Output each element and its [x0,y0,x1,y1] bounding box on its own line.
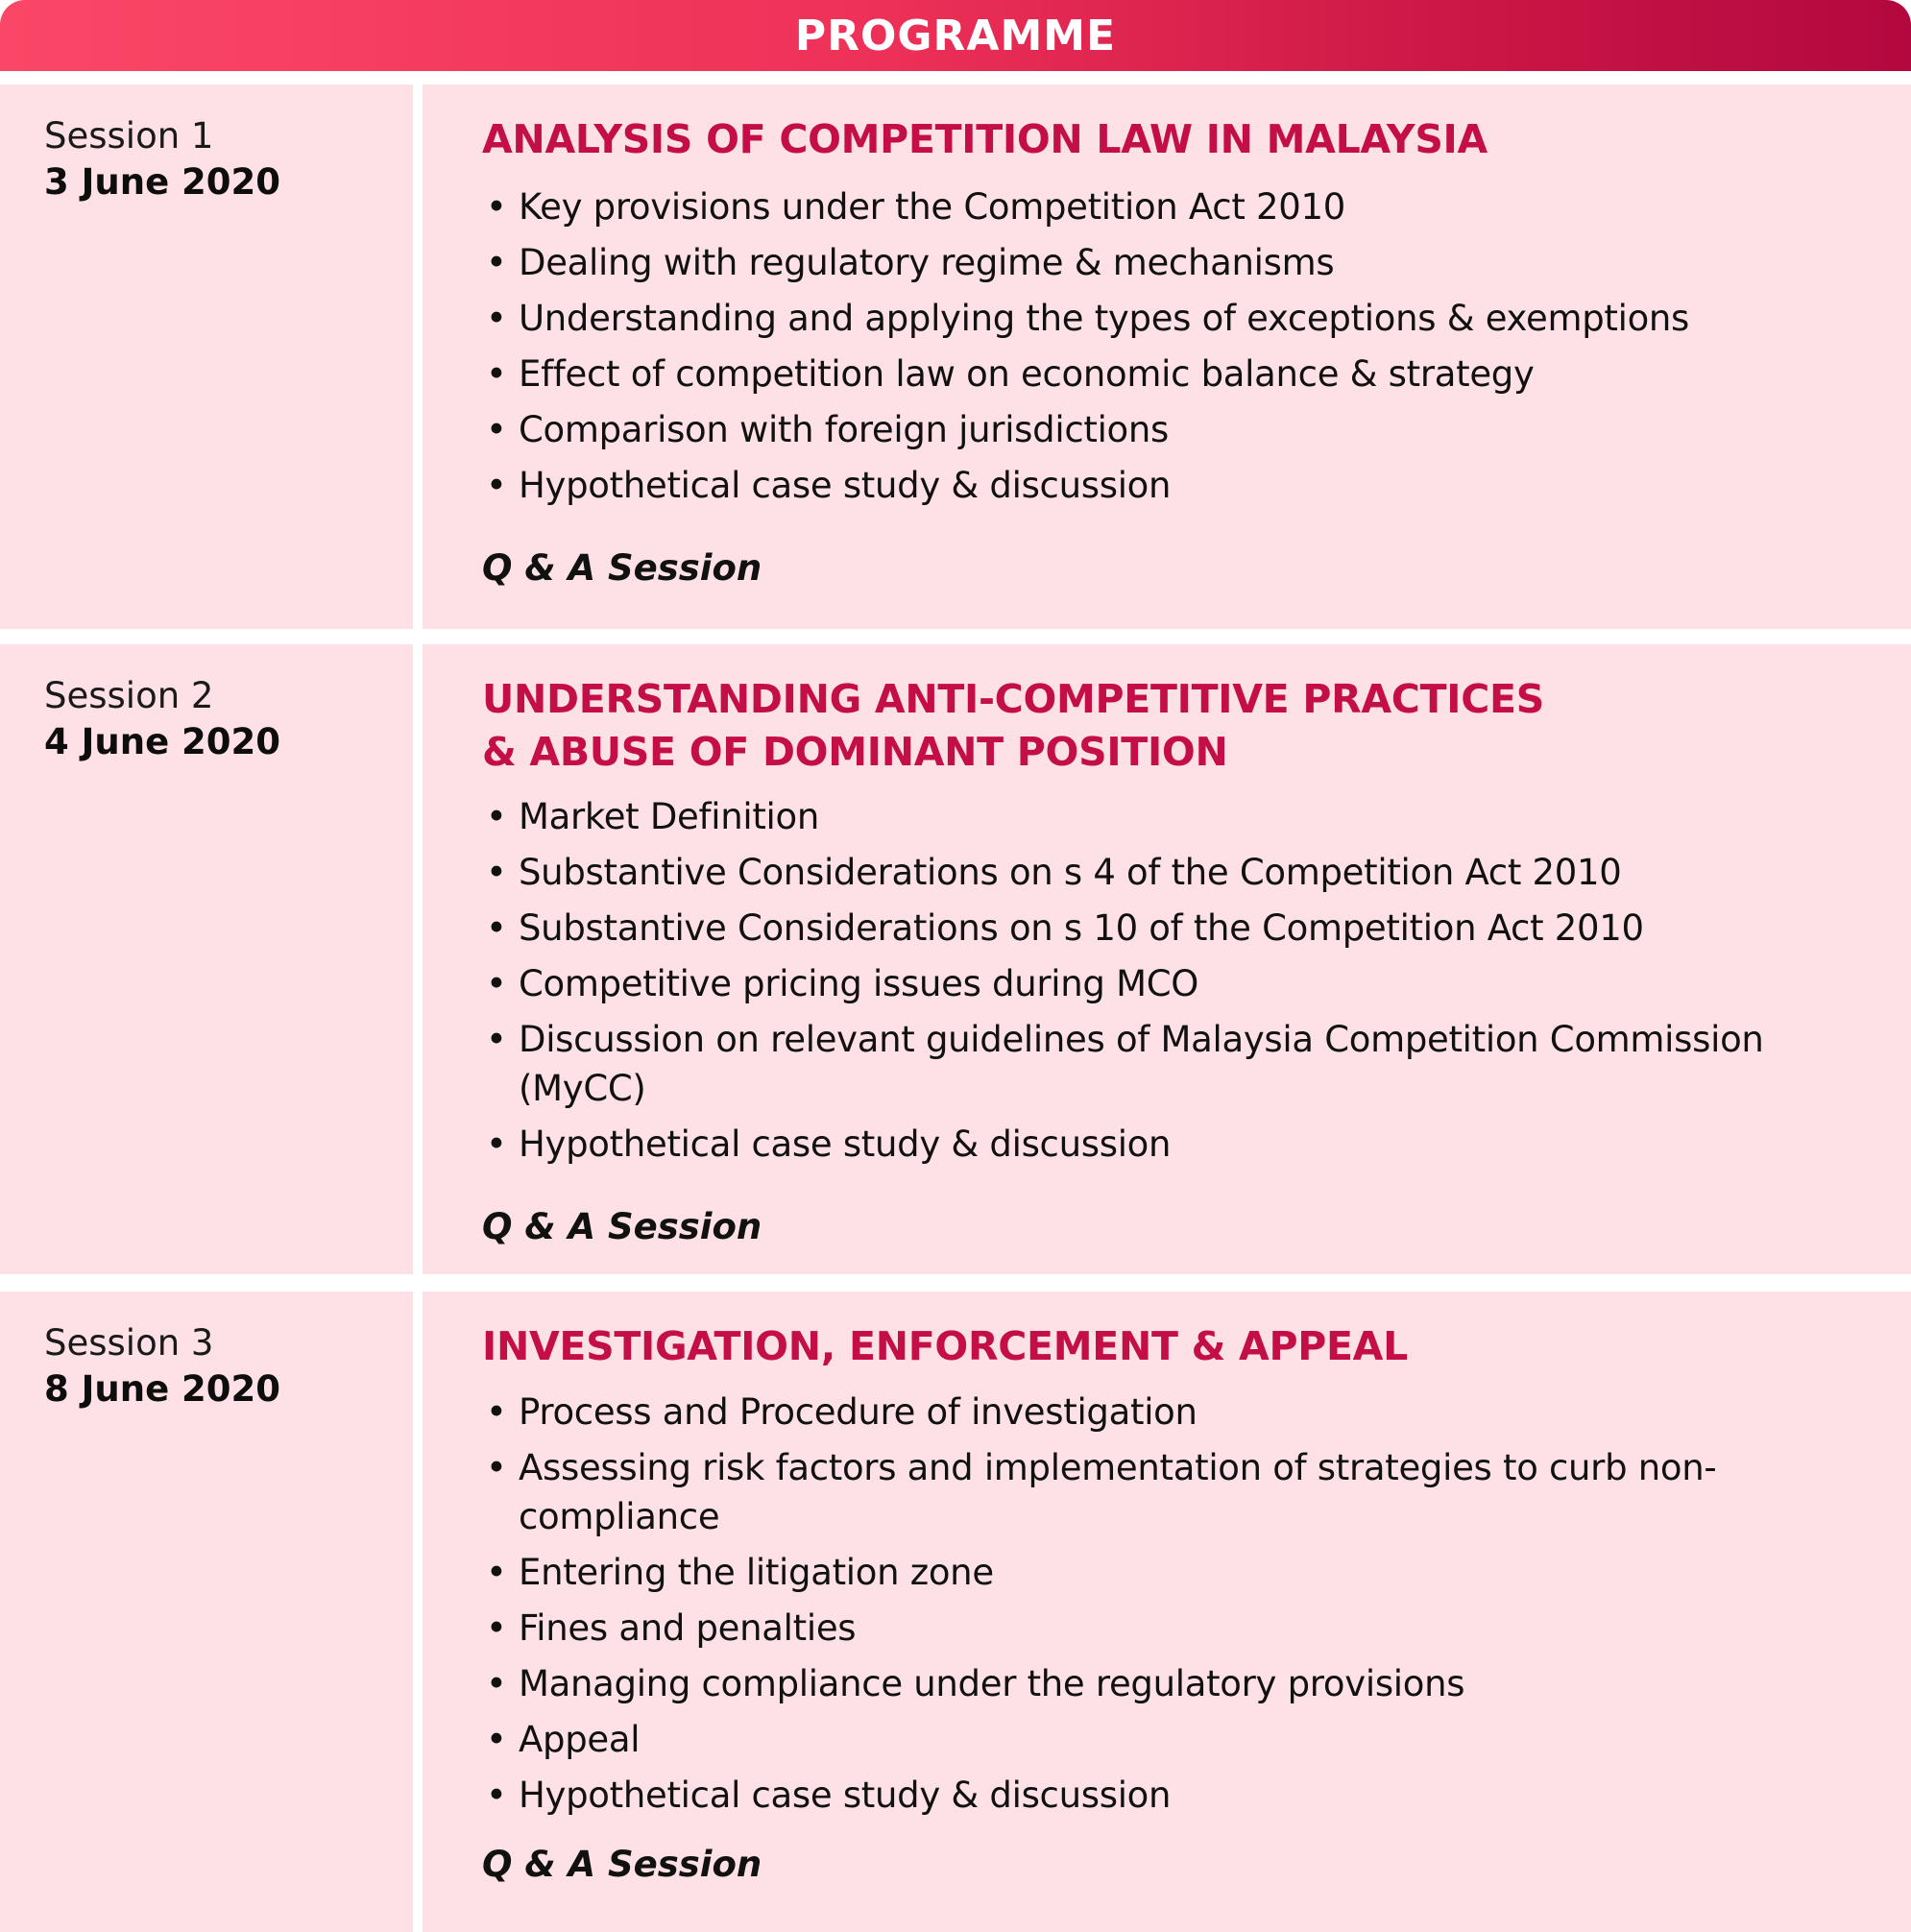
bullet-icon: • [486,796,507,837]
bullet-text: Hypothetical case study & discussion [519,1123,1172,1165]
session-info-cell [0,85,413,629]
session-date: 3 June 2020 [44,161,281,203]
bullet-icon: • [486,353,507,395]
topic-title-line: ANALYSIS OF COMPETITION LAW IN MALAYSIA [482,116,1488,162]
session-date: 8 June 2020 [44,1368,281,1410]
list-item [482,1443,1884,1541]
session-label: Session 3 [44,1322,214,1364]
qa-session-label: Q & A Session [482,1844,762,1885]
bullet-text: Appeal [519,1719,641,1760]
session-content-cell [423,85,1911,629]
bullet-text: Key provisions under the Competition Act 2010 [519,186,1345,228]
bullet-icon: • [486,1607,507,1649]
bullet-text: Substantive Considerations on s 4 of the Competition Act 2010 [519,852,1622,893]
bullet-text: Comparison with foreign jurisdictions [519,409,1170,450]
bullet-text: Effect of competition law on economic balance & strategy [519,353,1535,395]
bullet-icon: • [486,1552,507,1593]
bullet-text: Assessing risk factors and implementation of strategies to curb non-compliance [519,1447,1717,1537]
list-item [482,1388,1884,1437]
session-info-cell [0,644,413,1274]
list-item [482,959,1884,1008]
session-content-cell [423,1292,1911,1932]
topic-title-line: INVESTIGATION, ENFORCEMENT & APPEAL [482,1323,1408,1369]
bullet-text: Entering the litigation zone [519,1552,994,1593]
session-label: Session 1 [44,115,214,157]
bullet-icon: • [486,907,507,949]
bullet-icon: • [486,1775,507,1816]
list-item [482,461,1884,510]
topic-bullet-list [482,792,1884,1175]
list-item [482,405,1884,454]
bullet-text: Hypothetical case study & discussion [519,465,1172,506]
session-label: Session 2 [44,675,214,716]
bullet-text: Substantive Considerations on s 10 of the Competition Act 2010 [519,907,1644,949]
list-item [482,350,1884,398]
programme-title: PROGRAMME [794,11,1117,60]
session-topic-title [482,113,1875,166]
bullet-icon: • [486,852,507,893]
bullet-icon: • [486,465,507,506]
bullet-icon: • [486,1447,507,1488]
session-content-cell [423,644,1911,1274]
bullet-icon: • [486,1123,507,1165]
programme-header [0,0,1911,71]
list-item [482,1715,1884,1764]
list-item [482,904,1884,953]
list-item [482,848,1884,897]
session-date: 4 June 2020 [44,721,281,762]
list-item [482,1659,1884,1708]
session-topic-title [482,1320,1875,1373]
bullet-text: Competitive pricing issues during MCO [519,963,1199,1004]
bullet-text: Understanding and applying the types of exceptions & exemptions [519,298,1690,339]
bullet-icon: • [486,298,507,339]
list-item [482,1771,1884,1820]
bullet-icon: • [486,242,507,283]
qa-session-label: Q & A Session [482,547,762,589]
list-item [482,238,1884,287]
topic-bullet-list [482,1388,1884,1826]
session-row [0,85,1911,629]
bullet-icon: • [486,1391,507,1433]
bullet-text: Hypothetical case study & discussion [519,1775,1172,1816]
list-item [482,1604,1884,1653]
bullet-text: Managing compliance under the regulatory provisions [519,1663,1465,1704]
session-info-cell [0,1292,413,1932]
bullet-text: Process and Procedure of investigation [519,1391,1197,1433]
bullet-text: Discussion on relevant guidelines of Malaysia Competition Commission (MyCC) [519,1019,1764,1109]
session-row [0,644,1911,1274]
bullet-icon: • [486,409,507,450]
list-item [482,1548,1884,1597]
qa-session-label: Q & A Session [482,1206,762,1247]
bullet-text: Fines and penalties [519,1607,857,1649]
session-topic-title [482,673,1875,779]
list-item [482,294,1884,343]
session-row [0,1292,1911,1932]
bullet-icon: • [486,1663,507,1704]
bullet-icon: • [486,1719,507,1760]
topic-title-line: UNDERSTANDING ANTI-COMPETITIVE PRACTICES [482,676,1544,722]
bullet-icon: • [486,186,507,228]
bullet-text: Market Definition [519,796,820,837]
list-item [482,182,1884,231]
topic-bullet-list [482,182,1884,517]
bullet-icon: • [486,963,507,1004]
bullet-text: Dealing with regulatory regime & mechanisms [519,242,1335,283]
list-item [482,1015,1884,1113]
bullet-icon: • [486,1019,507,1060]
list-item [482,1120,1884,1169]
list-item [482,792,1884,841]
topic-title-line: & ABUSE OF DOMINANT POSITION [482,729,1228,775]
